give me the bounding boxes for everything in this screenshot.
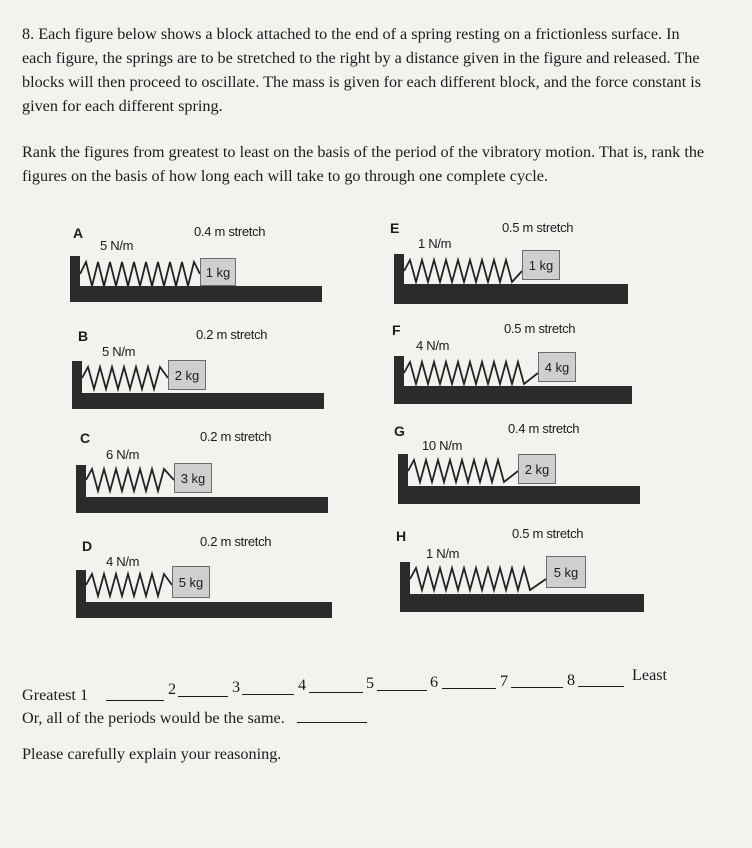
rank-blank-8[interactable] — [578, 672, 624, 687]
rank-blank-4[interactable] — [309, 678, 363, 693]
rank-number-4: 4 — [298, 676, 307, 694]
rank-blank-5[interactable] — [377, 676, 427, 691]
spring-icon — [404, 258, 522, 284]
ranking-answer-line — [22, 666, 732, 712]
spring-constant-label: 6 N/m — [106, 447, 140, 462]
spring-constant-label: 1 N/m — [426, 546, 460, 561]
same-period-option — [22, 708, 367, 728]
explain-prompt: Please carefully explain your reasoning. — [22, 745, 282, 763]
figure-letter: G — [394, 423, 405, 439]
spring-constant-label: 1 N/m — [418, 236, 452, 251]
figure-e — [388, 218, 728, 318]
spring-constant-label: 4 N/m — [106, 554, 140, 569]
least-label: Least — [632, 666, 668, 684]
mass-block: 1 kg — [522, 250, 560, 280]
spring-constant-label: 4 N/m — [416, 338, 450, 353]
floor — [70, 286, 322, 302]
rank-blank-7[interactable] — [511, 673, 563, 688]
stretch-label: 0.5 m stretch — [512, 526, 584, 541]
rank-blank-6[interactable] — [442, 674, 496, 689]
spring-icon — [86, 467, 174, 493]
figure-letter: C — [80, 430, 91, 446]
figure-b — [68, 323, 408, 423]
floor — [76, 497, 328, 513]
stretch-label: 0.2 m stretch — [196, 327, 268, 342]
floor — [394, 386, 632, 404]
figure-f — [390, 320, 730, 420]
spring-icon — [80, 260, 200, 288]
stretch-label: 0.4 m stretch — [508, 421, 580, 436]
floor — [394, 284, 628, 304]
rank-number-5: 5 — [366, 674, 375, 692]
figure-g — [392, 420, 732, 520]
figure-letter: D — [82, 538, 93, 554]
rank-number-7: 7 — [500, 672, 509, 690]
mass-block: 1 kg — [200, 258, 236, 286]
rank-number-2: 2 — [168, 680, 177, 698]
figure-c — [70, 425, 410, 525]
spring-icon — [404, 360, 538, 386]
figure-letter: H — [396, 528, 407, 544]
rank-number-8: 8 — [567, 671, 576, 689]
floor — [400, 594, 644, 612]
figure-a — [68, 220, 408, 320]
ranking-instructions: Rank the figures from greatest to least on the basis of the period of the vibratory motion. That is, rank the figures on the basis of how long each will take to go through one complete cycle. — [22, 143, 705, 185]
floor — [72, 393, 324, 409]
stretch-label: 0.4 m stretch — [194, 224, 266, 239]
problem-statement: 8. Each figure below shows a block attached to the end of a spring resting on a frictionless surface. In each figure, the springs are to be stretched to the right by a distance given in the figure and released. The blocks will then proceed to oscillate. The mass is given for each different block, and the force constant is given for each different spring. — [22, 25, 702, 115]
figure-d — [72, 530, 412, 630]
stretch-label: 0.2 m stretch — [200, 429, 272, 444]
figure-letter: F — [392, 322, 401, 338]
rank-blank-3[interactable] — [242, 680, 294, 695]
figure-letter: E — [390, 220, 400, 236]
spring-icon — [408, 458, 518, 484]
stretch-label: 0.2 m stretch — [200, 534, 272, 549]
spring-constant-label: 5 N/m — [102, 344, 136, 359]
floor — [76, 602, 332, 618]
mass-block: 2 kg — [168, 360, 206, 390]
rank-blank-1[interactable] — [106, 686, 164, 701]
mass-block: 2 kg — [518, 454, 556, 484]
mass-block: 5 kg — [172, 566, 210, 598]
mass-block: 4 kg — [538, 352, 576, 382]
greatest-label: Greatest 1 — [22, 686, 89, 704]
spring-icon — [86, 572, 172, 598]
same-period-blank[interactable] — [297, 708, 367, 723]
spring-constant-label: 10 N/m — [422, 438, 463, 453]
floor — [398, 486, 640, 504]
mass-block: 3 kg — [174, 463, 212, 493]
spring-icon — [410, 566, 546, 592]
figure-h — [394, 524, 734, 624]
stretch-label: 0.5 m stretch — [504, 321, 576, 336]
rank-number-6: 6 — [430, 673, 439, 691]
same-period-label: Or, all of the periods would be the same. — [22, 709, 285, 727]
spring-icon — [82, 365, 168, 391]
spring-constant-label: 5 N/m — [100, 238, 134, 253]
rank-number-3: 3 — [232, 678, 241, 696]
mass-block: 5 kg — [546, 556, 586, 588]
rank-blank-2[interactable] — [178, 682, 228, 697]
figure-letter: A — [73, 225, 84, 241]
figure-letter: B — [78, 328, 89, 344]
stretch-label: 0.5 m stretch — [502, 220, 574, 235]
